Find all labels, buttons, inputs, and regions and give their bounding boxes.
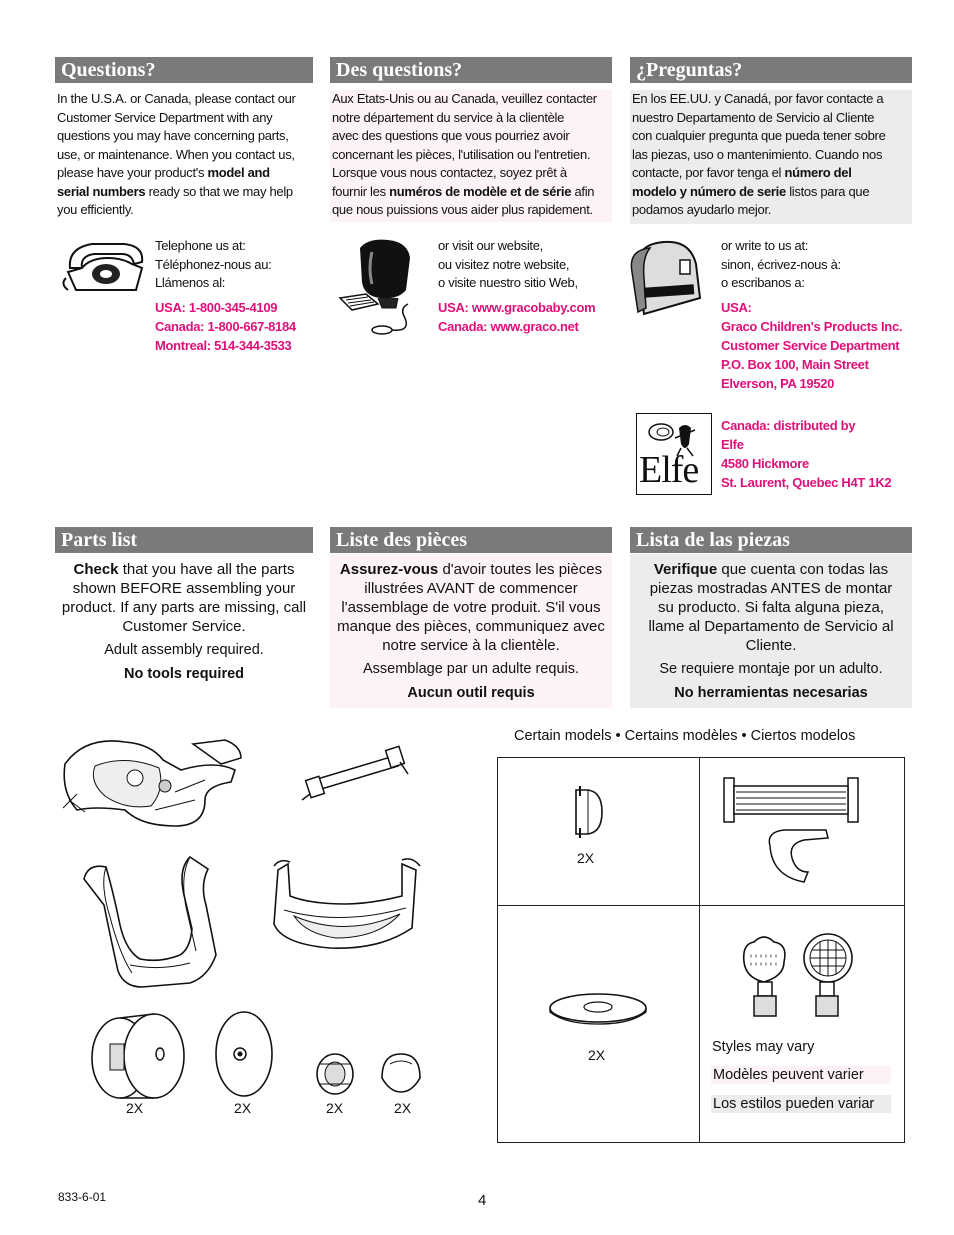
mailbox-icon: [624, 238, 714, 318]
canada-website-link[interactable]: Canada: www.graco.net: [438, 319, 579, 334]
mail-label: or write to us at: sinon, écrivez-nous à: o escribanos a:: [721, 238, 841, 290]
des-questions-heading: Des questions?: [330, 57, 612, 83]
styles-may-vary-en: Styles may vary: [712, 1039, 815, 1055]
des-questions-intro: Aux Etats-Unis ou au Canada, veuillez contacter notre département du service à la clientèle avec des questions que vous pourriez avoir concernant les pièces, l'utilisation ou l'entretien. Lorsque vous nous contactez, soyez prêt à fournir les numéros de modèle et de série afin que nous puissions vous aider plus rapidement.: [330, 90, 612, 222]
grid-center-border: [699, 757, 700, 1143]
seat-part-illustration: [55, 730, 245, 830]
styles-may-vary-es: Los estilos pueden variar: [711, 1095, 891, 1113]
telephone-label: Telephone us at: Téléphonez-nous au: Llámenos al:: [155, 238, 272, 290]
tray-part-illustration: [270, 856, 425, 956]
liste-des-pieces-text: Assurez-vous d'avoir toutes les pièces illustrées AVANT de commencer l'assemblage de votre produit. S'il vous manque des pièces, communiquez avec notre service à la clientèle. Assemblage par un adulte requis. Aucun outil requis: [330, 554, 612, 708]
rod-part-illustration: [300, 742, 412, 804]
computer-icon: [338, 238, 428, 338]
telephone-numbers: USA: 1-800-345-4109 Canada: 1-800-667-8184 Montreal: 514-344-3533: [155, 300, 296, 353]
questions-heading: Questions?: [55, 57, 313, 83]
parts-list-heading: Parts list: [55, 527, 313, 553]
wheel-a-qty-label: 2X: [126, 1100, 144, 1116]
lista-de-las-piezas-heading: Lista de las piezas: [630, 527, 912, 553]
preguntas-intro: En los EE.UU. y Canadá, por favor contacte a nuestro Departamento de Servicio al Cliente con cualquier pregunta que pueda tener sobre las piezas, uso o mantenimiento. Cuando nos contacte, por favor tenga el número del modelo y número de serie listos para que podamos ayudarlo mejor.: [630, 90, 912, 224]
clip-part-illustration: [570, 784, 606, 840]
cap-b-illustration: [378, 1048, 424, 1094]
styles-may-vary-fr: Modèles peuvent varier: [711, 1066, 891, 1084]
knobs-illustration: [740, 930, 862, 1026]
grid-bottom-border: [497, 1142, 905, 1143]
bar-clip-illustration: [718, 772, 864, 890]
grid-right-border: [904, 757, 905, 1143]
page-number: 4: [478, 1192, 487, 1209]
telephone-icon: [62, 238, 148, 294]
preguntas-heading: ¿Preguntas?: [630, 57, 912, 83]
wheel-b-qty-label: 2X: [234, 1100, 252, 1116]
cap-a-illustration: [312, 1050, 358, 1096]
cap-b-qty-label: 2X: [394, 1100, 412, 1116]
clip-qty-label: 2X: [577, 850, 595, 866]
website-label: or visit our website, ou visitez notre website, o visite nuestro sitio Web,: [438, 238, 578, 290]
frame-leg-illustration: [80, 855, 220, 990]
website-links: [438, 298, 595, 336]
usa-mailing-address: USA: Graco Children's Products Inc. Customer Service Department P.O. Box 100, Main Street Elverson, PA 19520: [721, 300, 903, 391]
disc-qty-label: 2X: [588, 1047, 606, 1063]
questions-intro: In the U.S.A. or Canada, please contact our Customer Service Department with any questions you may have concerning parts, use, or maintenance. When you contact us, please have your product's model and serial numbers ready so that we may help you efficiently.: [57, 91, 296, 217]
cap-a-qty-label: 2X: [326, 1100, 344, 1116]
grid-top-border: [497, 757, 905, 758]
grid-middle-border: [497, 905, 905, 906]
elfe-logo-text: Elfe: [639, 449, 699, 491]
wheel-b-illustration: [212, 1008, 276, 1098]
usa-website-link[interactable]: USA: www.gracobaby.com: [438, 300, 596, 315]
elfe-logo: [636, 413, 712, 495]
disc-part-illustration: [545, 990, 651, 1030]
parts-list-text: Check that you have all the parts shown BEFORE assembling your product. If any parts are missing, call Customer Service. Adult assembly required. No tools required: [61, 561, 307, 682]
lista-de-las-piezas-text: Verifique que cuenta con todas las piezas mostradas ANTES de montar su producto. Si falta alguna pieza, llame al Departamento de Servicio al Cliente. Se requiere montaje por un adulto. No herramientas necesarias: [630, 554, 912, 708]
wheel-a-illustration: [90, 1012, 190, 1102]
liste-des-pieces-heading: Liste des pièces: [330, 527, 612, 553]
grid-left-border: [497, 757, 498, 1143]
document-code: 833-6-01: [58, 1190, 107, 1204]
certain-models-caption: Certain models • Certains modèles • Ciertos modelos: [514, 728, 856, 744]
canada-mailing-address: Canada: distributed by Elfe 4580 Hickmore St. Laurent, Quebec H4T 1K2: [721, 418, 892, 490]
